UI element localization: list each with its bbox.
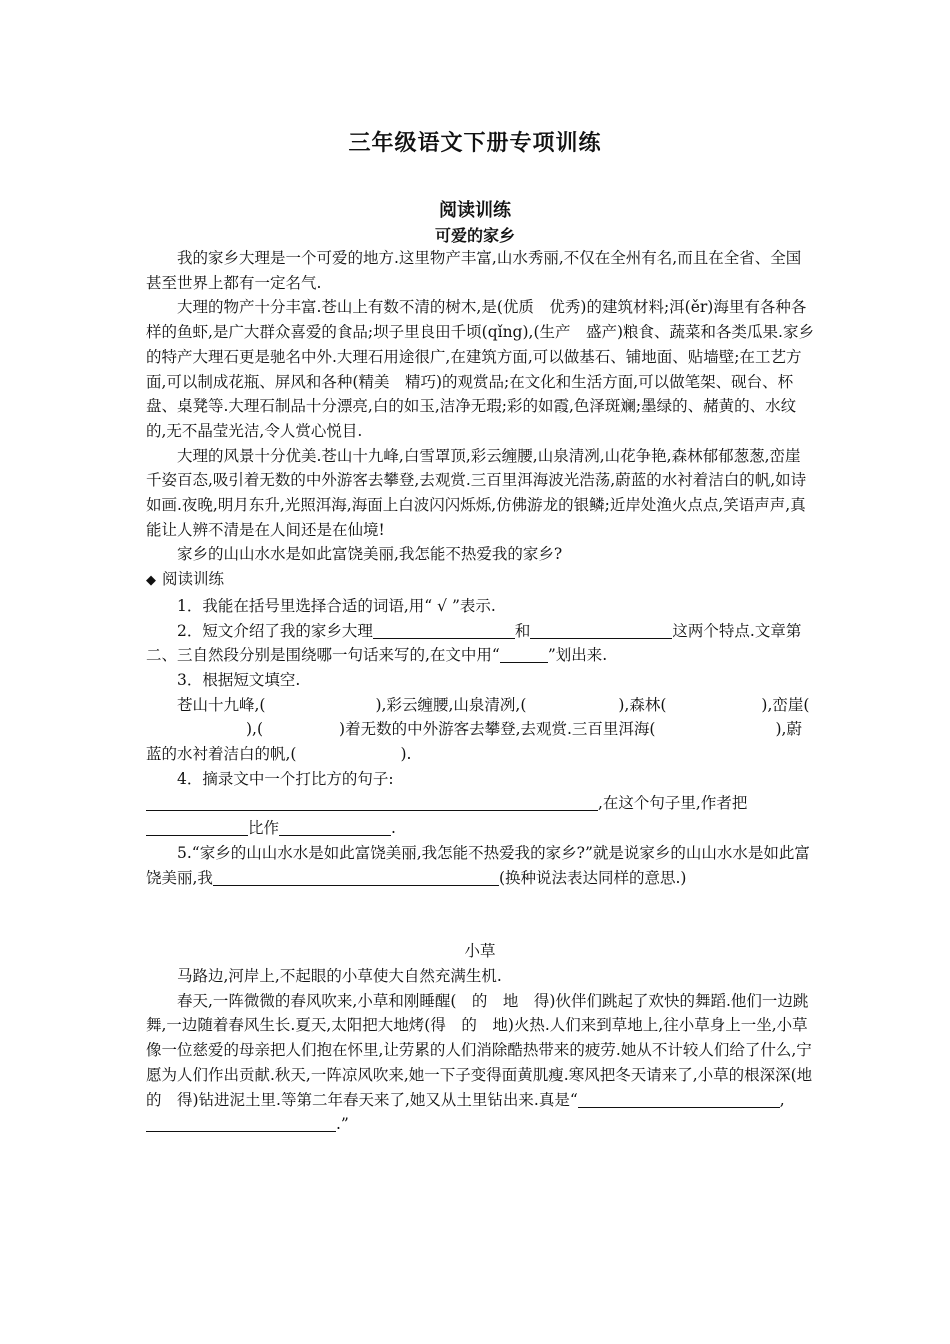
q3-text-2: ),彩云缠腰,山泉清冽,(	[375, 695, 527, 714]
q4-text-c: 比作	[248, 819, 280, 838]
q3-text-7: ),蔚蓝的水衬着洁白的帆,(	[146, 720, 802, 764]
passage2-para2-text: 春天,一阵微微的春风吹来,小草和刚睡醒( 的 地 得)伙伴们跳起了欢快的舞蹈.他们一边跳舞,一边随着春风生长.夏天,太阳把大地烤(得 的 地)火热.人们来到草地上,往小草身上一坐,小草像一位慈爱的母亲把人们抱在怀里,让劳累的人们消除酷热带来的疲劳.她从不计较人们给了什么,宁愿为人们作出贡献.秋天,一阵凉风吹来,她一下子变得面黄肌瘦.寒风把冬天请来了,小草的根深深(地 的 得)钻进泥土里.等第二年春天来了,她又从土里钻出来.真是	[146, 991, 828, 1109]
question-1: 1．我能在括号里选择合适的词语,用“ √ ”表示.	[177, 596, 496, 615]
q4-text-b: ,在这个句子里,作者把	[598, 794, 748, 813]
section-spacer	[146, 890, 814, 939]
q2-blank-2[interactable]	[530, 621, 672, 639]
q5-text-a: 5.“家乡的山山水水是如此富饶美丽,我怎能不热爱我的家乡?”就是说家乡的山山水水是如此富饶美丽,我	[146, 843, 810, 887]
q2-text-a: 2．短文介绍了我的家乡大理	[177, 621, 373, 640]
q4-blank-3[interactable]	[279, 818, 391, 836]
passage2-blank-2[interactable]	[146, 1114, 336, 1132]
passage2-quote-close: .”	[336, 1115, 349, 1134]
q2-text-c: 这两个特点.文章第二、三自然段分别是围绕哪一句话来写的,在文中用“	[146, 621, 802, 665]
diamond-bullet-icon: ◆	[146, 573, 156, 589]
passage1-para2: 大理的物产十分丰富.苍山上有数不清的树木,是(优质 优秀)的建筑材料;洱(ěr)海里有各种各样的鱼虾,是广大群众喜爱的食品;坝子里良田千顷(qǐng),(生产 盛产)粮食、蔬菜和各类瓜果.家乡的特产大理石更是驰名中外.大理石用途很广,在建筑方面,可以做基石、铺地面、贴墙壁;在工艺方面,可以制成花瓶、屏风和各种(精美 精巧)的观赏品;在文化和生活方面,可以做笔架、砚台、杯盘、桌凳等.大理石制品十分漂亮,白的如玉,洁净无瑕;彩的如霞,色泽斑斓;墨绿的、赭黄的、水纹的,无不晶莹光洁,令人赏心悦目.	[146, 298, 814, 440]
q4-blank-2[interactable]	[146, 818, 248, 836]
passage2-para2	[146, 989, 828, 1137]
exercise-header	[146, 567, 814, 594]
question-2	[146, 619, 814, 668]
question-3	[146, 693, 814, 767]
passage2-para1: 马路边,河岸上,不起眼的小草使大自然充满生机.	[177, 966, 502, 985]
q2-underline-mark	[500, 645, 548, 663]
passage1-para3: 大理的风景十分优美.苍山十九峰,白雪罩顶,彩云缠腰,山泉清冽,山花争艳,森林郁郁葱葱,峦崖千姿百态,吸引着无数的中外游客去攀登,去观赏.三百里洱海波光浩荡,蔚蓝的水衬着洁白的帆,如诗如画.夜晚,明月东升,光照洱海,海面上白波闪闪烁烁,仿佛游龙的银鳞;近岸处渔火点点,笑语声声,真能让人辨不清是在人间还是在仙境!	[146, 446, 807, 539]
q2-text-d: ”划出来.	[547, 646, 608, 665]
exercise-header-label: 阅读训练	[162, 570, 225, 589]
passage1-title: 可爱的家乡	[434, 226, 515, 245]
q4-text-a: 4．摘录文中一个打比方的句子:	[177, 769, 394, 788]
q4-blank-1[interactable]	[146, 793, 598, 811]
q4-text-d: .	[391, 819, 396, 838]
q3-text-4: ),峦崖(	[761, 695, 810, 714]
passage2-title: 小草	[464, 942, 496, 961]
document-title: 三年级语文下册专项训练	[348, 131, 602, 156]
passage2-comma: ,	[779, 1090, 785, 1109]
q5-text-b: (换种说法表达同样的意思.)	[498, 868, 687, 887]
passage1-para4: 家乡的山山水水是如此富饶美丽,我怎能不热爱我的家乡?	[177, 545, 563, 564]
passage2-blank-1[interactable]	[578, 1090, 780, 1108]
q2-blank-1[interactable]	[373, 621, 515, 639]
question-5	[146, 841, 814, 890]
document-body	[146, 246, 828, 1137]
q3-text-3: ),森林(	[618, 695, 667, 714]
q5-blank[interactable]	[213, 868, 499, 886]
q3-text-1: 苍山十九峰,(	[177, 695, 266, 714]
q3-text-6: )着无数的中外游客去攀登,去观赏.三百里洱海(	[339, 720, 656, 739]
question-3-intro: 3．根据短文填空.	[177, 670, 301, 689]
q3-text-5: ),(	[246, 720, 264, 739]
section-title: 阅读训练	[439, 200, 511, 221]
question-4	[146, 767, 814, 841]
passage1-para1: 我的家乡大理是一个可爱的地方.这里物产丰富,山水秀丽,不仅在全州有名,而且在全省、全国甚至世界上都有一定名气.	[146, 249, 802, 292]
q2-text-b: 和	[514, 621, 531, 640]
passage2-quote-open: “	[569, 1090, 578, 1109]
q3-text-8: ).	[400, 745, 412, 764]
